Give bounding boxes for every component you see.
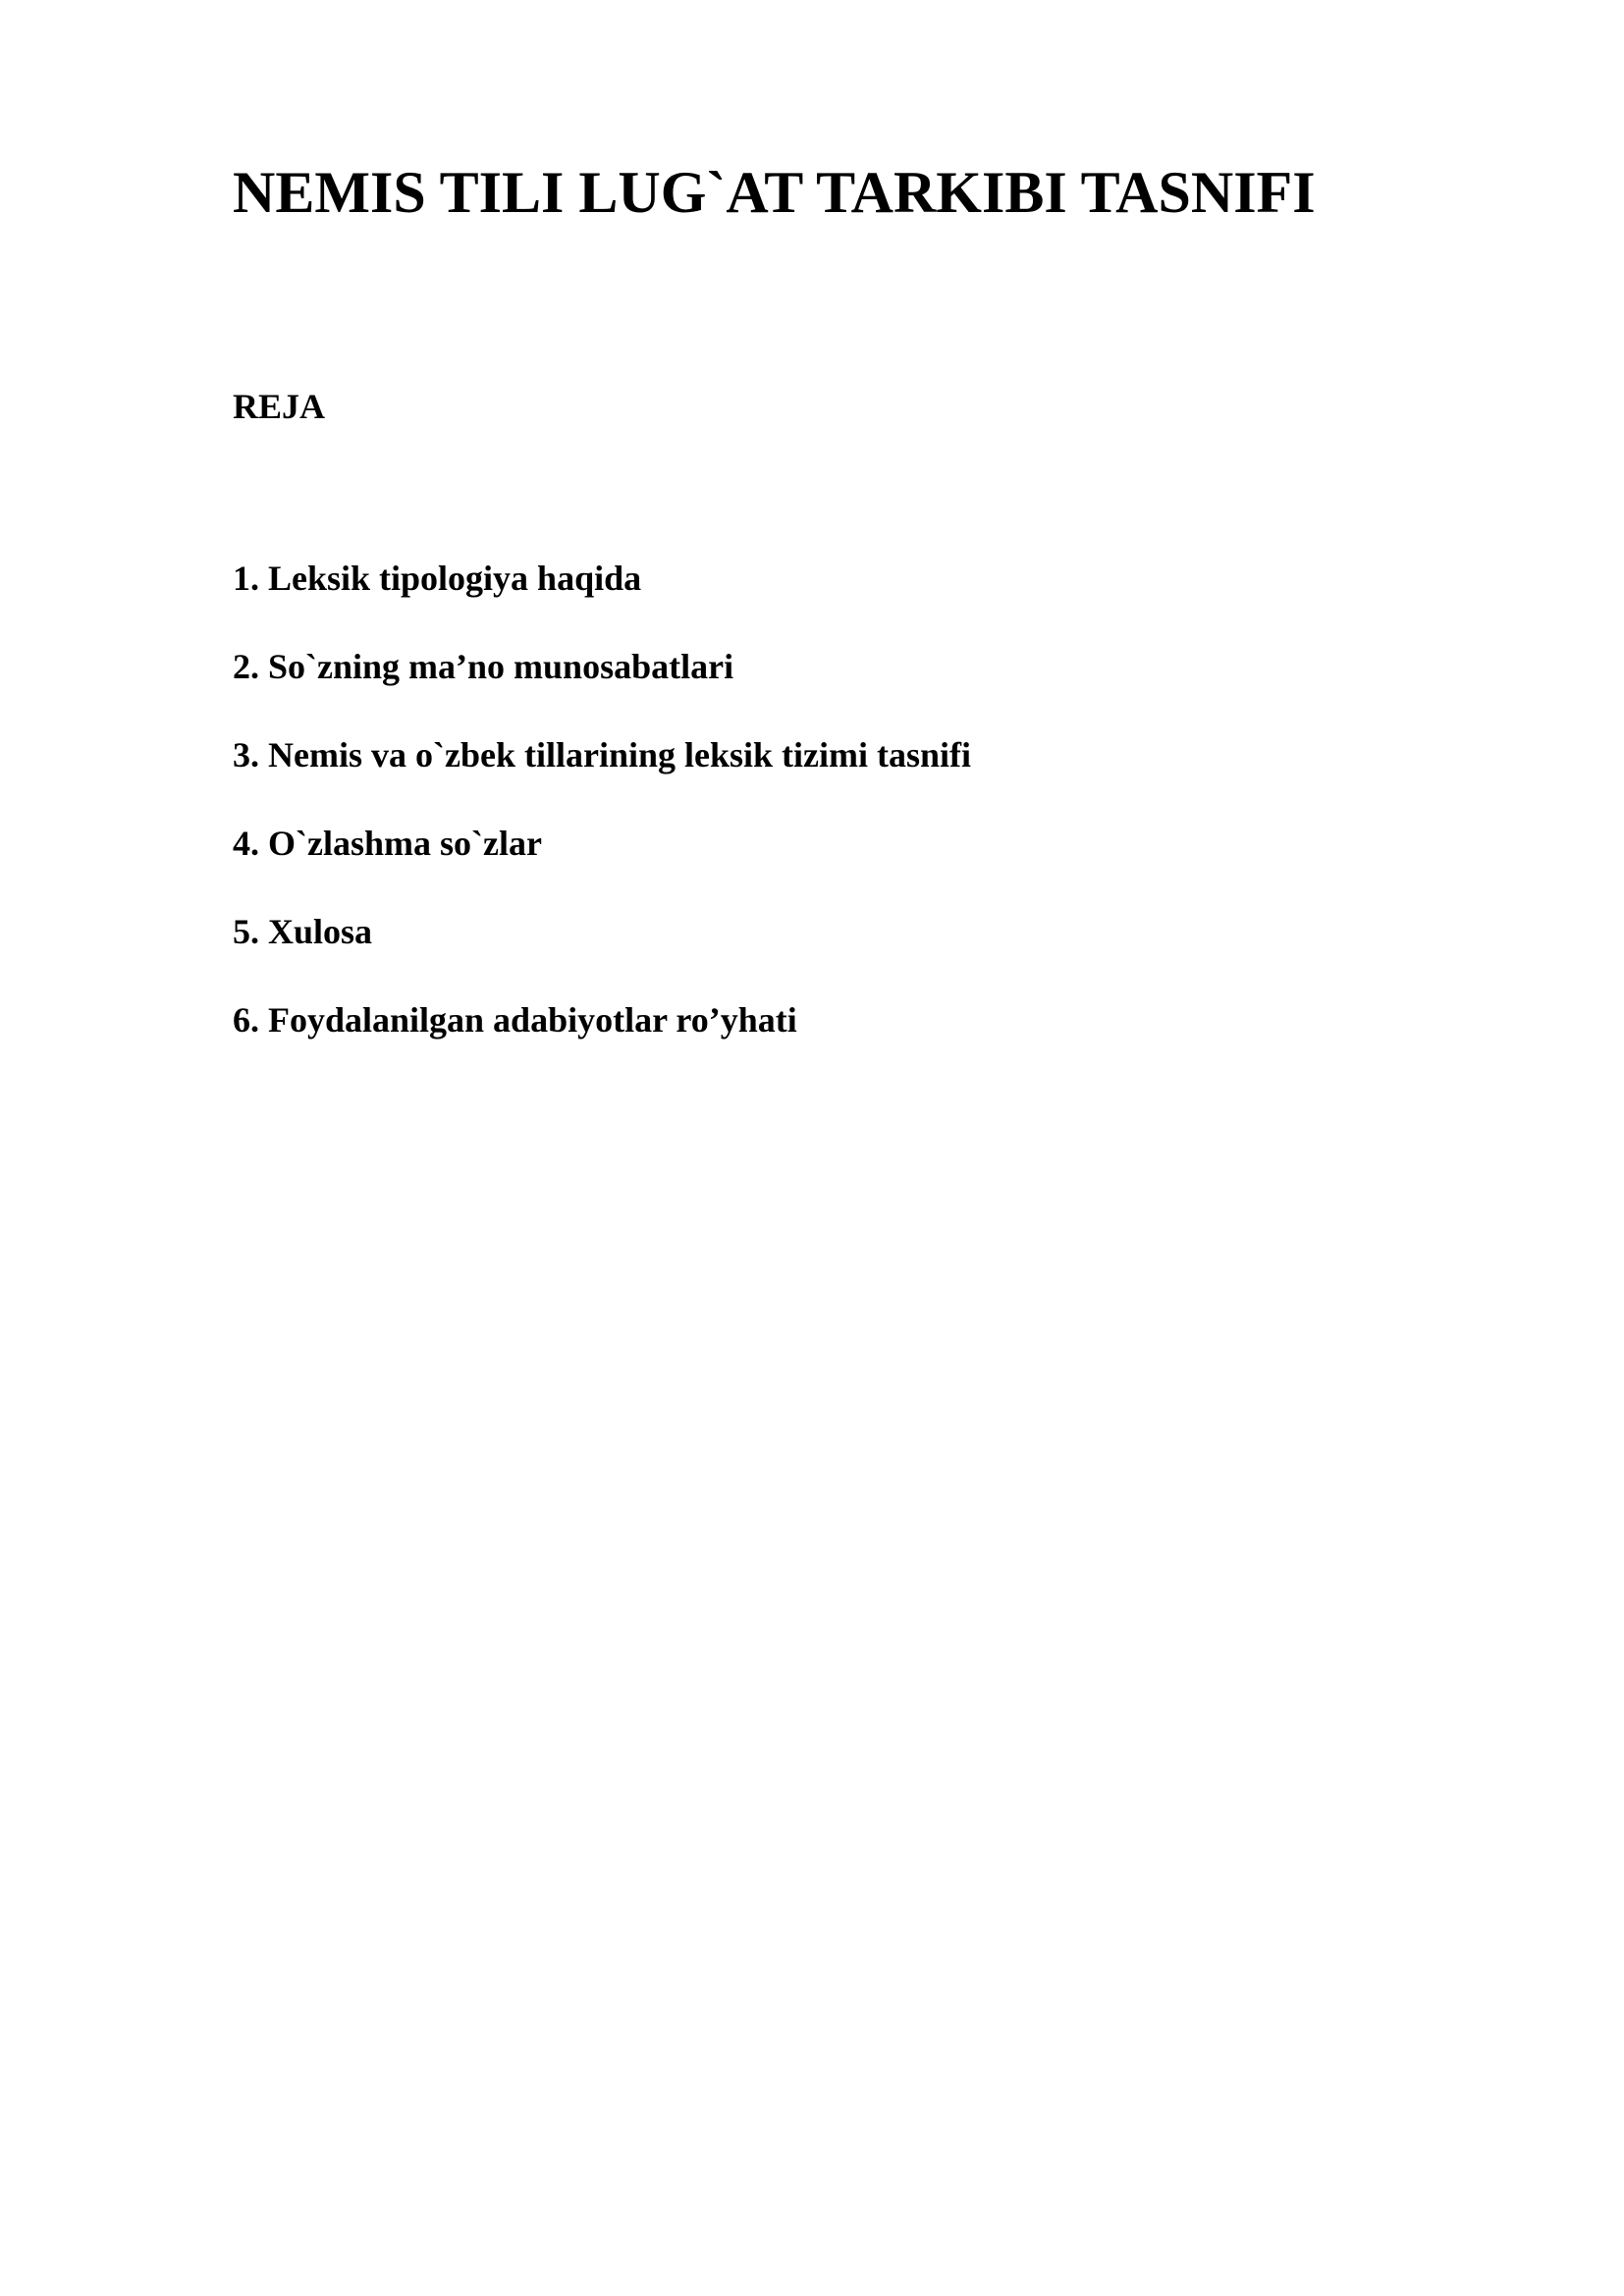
plan-item-6: 6. Foydalanilgan adabiyotlar ro’yhati	[233, 1000, 797, 1040]
plan-item-5: 5. Xulosa	[233, 912, 373, 951]
plan-item-3: 3. Nemis va o`zbek tillarining leksik tizimi tasnifi	[233, 735, 971, 774]
plan-item-2: 2. So`zning ma’no munosabatlari	[233, 647, 734, 686]
document-title: NEMIS TILI LUG`AT TARKIBI TASNIFI	[233, 160, 1316, 225]
plan-item-1: 1. Leksik tipologiya haqida	[233, 559, 642, 598]
plan-heading: REJA	[233, 387, 326, 426]
plan-item-4: 4. O`zlashma so`zlar	[233, 824, 542, 863]
plan-list	[233, 557, 971, 1087]
